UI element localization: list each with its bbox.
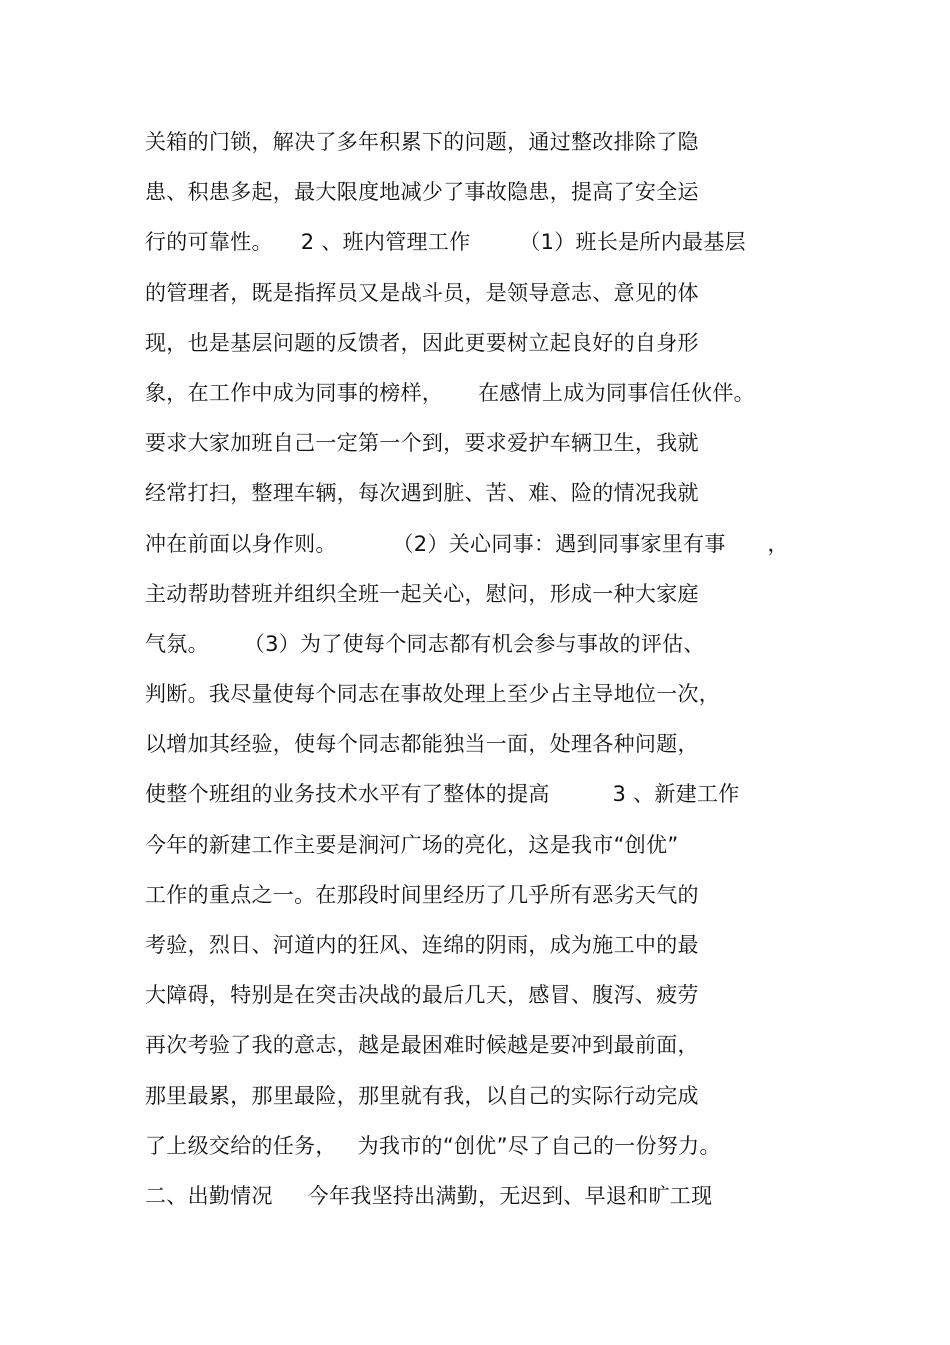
text-line: 以增加其经验，使每个同志都能独当一面，处理各种问题， [145,732,699,757]
text-line: 了上级交给的任务， 为我市的“创优”尽了自己的一份努力。 [145,1133,721,1158]
text-line: 判断。我尽量使每个同志在事故处理上至少占主导地位一次， [145,682,721,707]
text-line: 工作的重点之一。在那段时间里经历了几乎所有恶劣天气的 [145,882,699,907]
text-line: 二、出勤情况 今年我坚持出满勤，无迟到、早退和旷工现 [145,1183,713,1208]
text-line: 患、积患多起，最大限度地减少了事故隐患，提高了安全运 [145,180,699,205]
text-line: 象，在工作中成为同事的榜样， 在感情上成为同事信任伙伴。 [145,380,755,405]
text-line: 今年的新建工作主要是涧河广场的亮化，这是我市“创优” [145,832,679,857]
text-line: 关箱的门锁，解决了多年积累下的问题，通过整改排除了隐 [145,130,699,154]
text-line: 使整个班组的业务技术水平有了整体的提高 3 、新建工作 [145,782,740,807]
text-line: 考验，烈日、河道内的狂风、连绵的阴雨，成为施工中的最 [145,933,699,957]
text-line: 主动帮助替班并组织全班一起关心，慰问，形成一种大家庭 [145,581,699,606]
body-text [145,122,845,1226]
text-line: 的管理者，既是指挥员又是战斗员，是领导意志、意见的体 [145,280,699,305]
text-line: 现，也是基层问题的反馈者，因此更要树立起良好的自身形 [145,330,699,355]
text-line: 要求大家加班自己一定第一个到，要求爱护车辆卫生，我就 [145,431,699,456]
text-line: 冲在前面以身作则。 （2）关心同事：遇到同事家里有事 ， [145,531,789,556]
text-line: 那里最累，那里最险，那里就有我，以自己的实际行动完成 [145,1083,699,1108]
text-line: 再次考验了我的意志，越是最困难时候越是要冲到最前面， [145,1033,699,1058]
text-line: 行的可靠性。 2 、班内管理工作 （1）班长是所内最基层 [145,230,746,255]
text-line: 气氛。 （3）为了使每个同志都有机会参与事故的评估、 [145,631,705,656]
text-line: 大障碍，特别是在突击决战的最后几天，感冒、腹泻、疲劳 [145,983,699,1008]
text-line: 经常打扫，整理车辆，每次遇到脏、苦、难、险的情况我就 [145,481,699,506]
